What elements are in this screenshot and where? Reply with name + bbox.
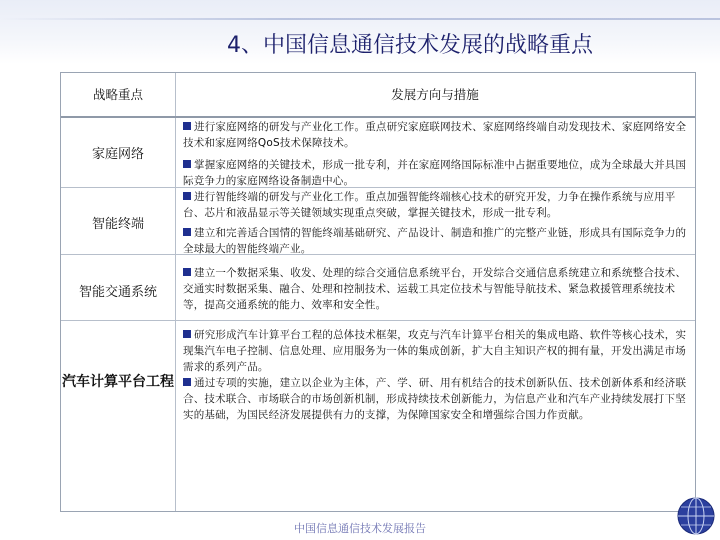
bullet-automotive-computing-2 bbox=[183, 375, 687, 423]
slide-title: 4、中国信息通信技术发展的战略重点 bbox=[227, 33, 593, 58]
category-home-network: 家庭网络 bbox=[91, 146, 144, 162]
bullet-text: 建立一个数据采集、收发、处理的综合交通信息系统平台，开发综合交通信息系统建立和系统整合技术、交通实时数据采集、融合、处理和控制技术、运载工具定位技术与智能导航技术、紧急救援管理系统技术等，提高交通系统的能力、效率和安全性。 bbox=[183, 267, 687, 311]
category-smart-terminal: 智能终端 bbox=[91, 216, 144, 232]
bullet-square-icon bbox=[183, 160, 191, 168]
bullet-text: 建立和完善适合国情的智能终端基础研究、产品设计、制造和推广的完整产业链，形成具有国际竞争力的全球最大的智能终端产业。 bbox=[183, 227, 687, 255]
bullet-home-network-2 bbox=[183, 157, 687, 189]
bullet-intelligent-transport-1 bbox=[183, 265, 687, 313]
bullet-text: 通过专项的实施，建立以企业为主体，产、学、研、用有机结合的技术创新队伍、技术创新体系和经济联合、技术联合、市场联合的市场创新机制，形成持续技术创新能力，为信息产业和汽车产业持续发展打下坚实的基础，为国民经济发展提供有力的支撑，为保障国家安全和增强综合国力作贡献。 bbox=[183, 377, 687, 421]
category-intelligent-transport: 智能交通系统 bbox=[78, 284, 157, 300]
bullet-smart-terminal-2 bbox=[183, 225, 687, 257]
row-divider-a bbox=[61, 187, 695, 188]
bullet-smart-terminal-1 bbox=[183, 189, 687, 221]
bullet-square-icon bbox=[183, 330, 191, 338]
table-header-measures: 发展方向与措施 bbox=[391, 87, 479, 102]
row-divider-b bbox=[61, 320, 695, 321]
bullet-text: 掌握家庭网络的关键技术，形成一批专利，并在家庭网络国际标准中占据重要地位，成为全球最大并具国际竞争力的家庭网络设备制造中心。 bbox=[183, 159, 687, 187]
column-divider bbox=[175, 73, 176, 511]
globe-logo-icon bbox=[676, 496, 716, 536]
slide-footer: 中国信息通信技术发展报告 bbox=[294, 522, 426, 535]
bullet-square-icon bbox=[183, 122, 191, 130]
bullet-automotive-computing-1 bbox=[183, 327, 687, 375]
bullet-square-icon bbox=[183, 228, 191, 236]
strategy-table bbox=[60, 72, 696, 512]
bullet-home-network-1 bbox=[183, 119, 687, 151]
bullet-text: 进行智能终端的研发与产业化工作。重点加强智能终端核心技术的研究开发，力争在操作系统与应用平台、芯片和液晶显示等关键领域实现重点突破，掌握关键技术，形成一批专利。 bbox=[183, 191, 676, 219]
bullet-square-icon bbox=[183, 378, 191, 386]
bullet-text: 研究形成汽车计算平台工程的总体技术框架，攻克与汽车计算平台相关的集成电路、软件等核心技术，实现集汽车电子控制、信息处理、应用服务为一体的集成创新，扩大自主知识产权的拥有量，开发出满足市场需求的系列产品。 bbox=[183, 329, 687, 373]
bullet-square-icon bbox=[183, 268, 191, 276]
table-header-strategy: 战略重点 bbox=[92, 87, 143, 102]
bullet-square-icon bbox=[183, 192, 191, 200]
bullet-text: 进行家庭网络的研发与产业化工作。重点研究家庭联网技术、家庭网络终端自动发现技术、家庭网络安全技术和家庭网络QoS技术保障技术。 bbox=[183, 121, 687, 149]
header-divider bbox=[61, 116, 695, 118]
category-automotive-computing: 汽车计算平台工程 bbox=[62, 374, 174, 390]
